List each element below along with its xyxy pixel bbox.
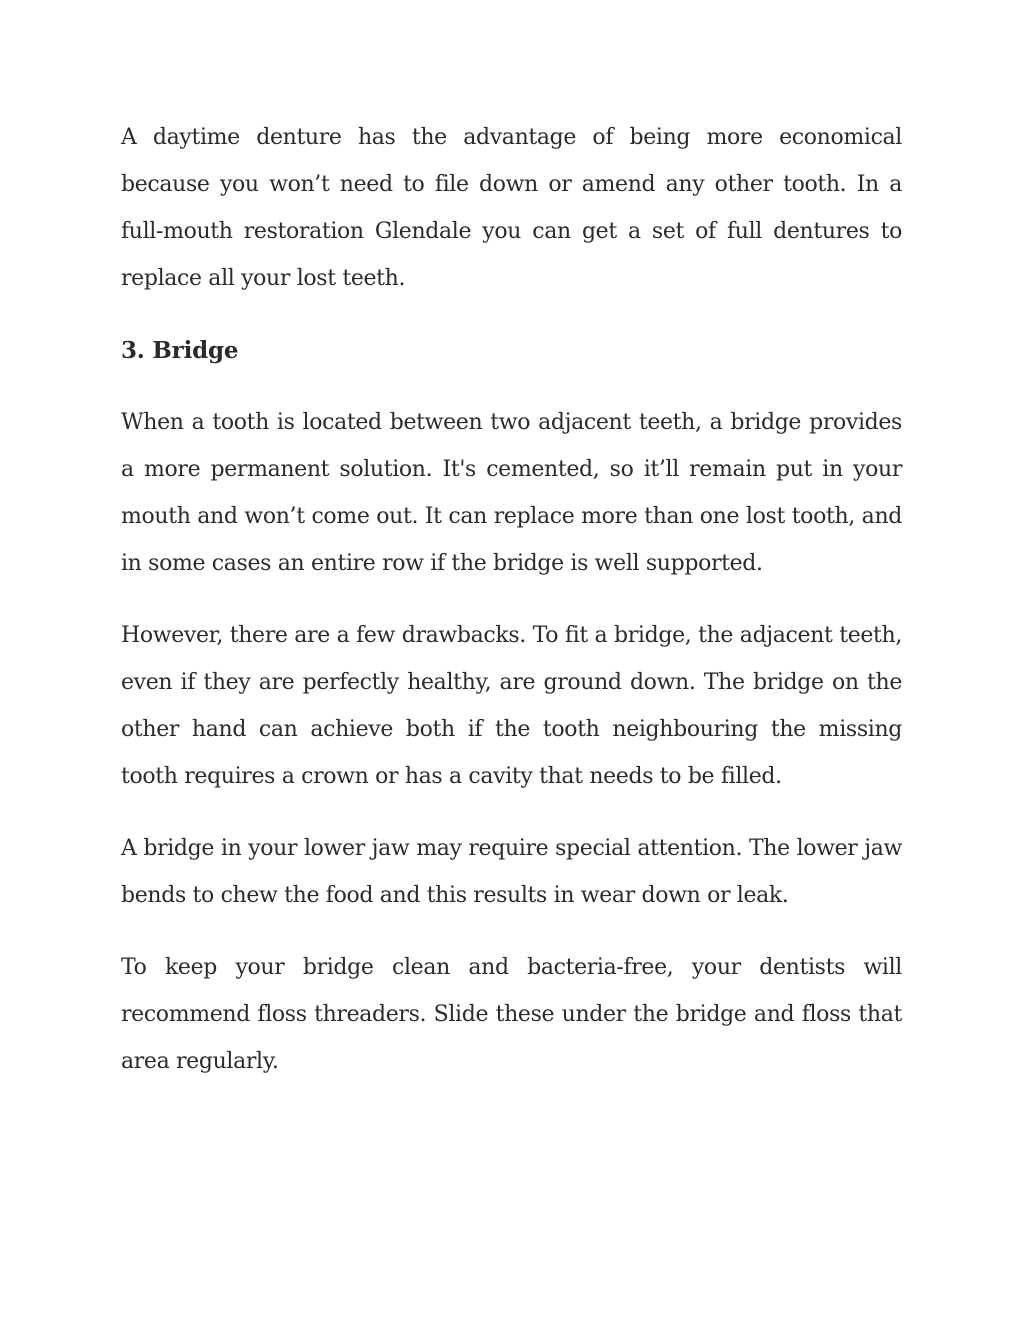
bridge-paragraph-4: To keep your bridge clean and bacteria-free, your dentists will recommend floss threaders. Slide these under the bridge and floss that area regularly. xyxy=(121,955,902,1074)
section-heading: 3. Bridge xyxy=(121,337,239,364)
intro-paragraph: A daytime denture has the advantage of being more economical because you won’t need to file down or amend any other tooth. In a full-mouth restoration Glendale you can get a set of full dentures to replace all your lost teeth. xyxy=(121,125,902,291)
bridge-paragraph-2: However, there are a few drawbacks. To fit a bridge, the adjacent teeth, even if they are perfectly healthy, are ground down. The bridge on the other hand can achieve both if the tooth neighbouring the missing tooth requires a crown or has a cavity that needs to be filled. xyxy=(121,623,902,789)
bridge-paragraph-1: When a tooth is located between two adjacent teeth, a bridge provides a more permanent solution. It's cemented, so it’ll remain put in your mouth and won’t come out. It can replace more than one lost tooth, and in some cases an entire row if the bridge is well supported. xyxy=(121,410,902,576)
document-page xyxy=(121,114,902,1110)
bridge-paragraph-3: A bridge in your lower jaw may require special attention. The lower jaw bends to chew the food and this results in wear down or leak. xyxy=(121,836,902,908)
